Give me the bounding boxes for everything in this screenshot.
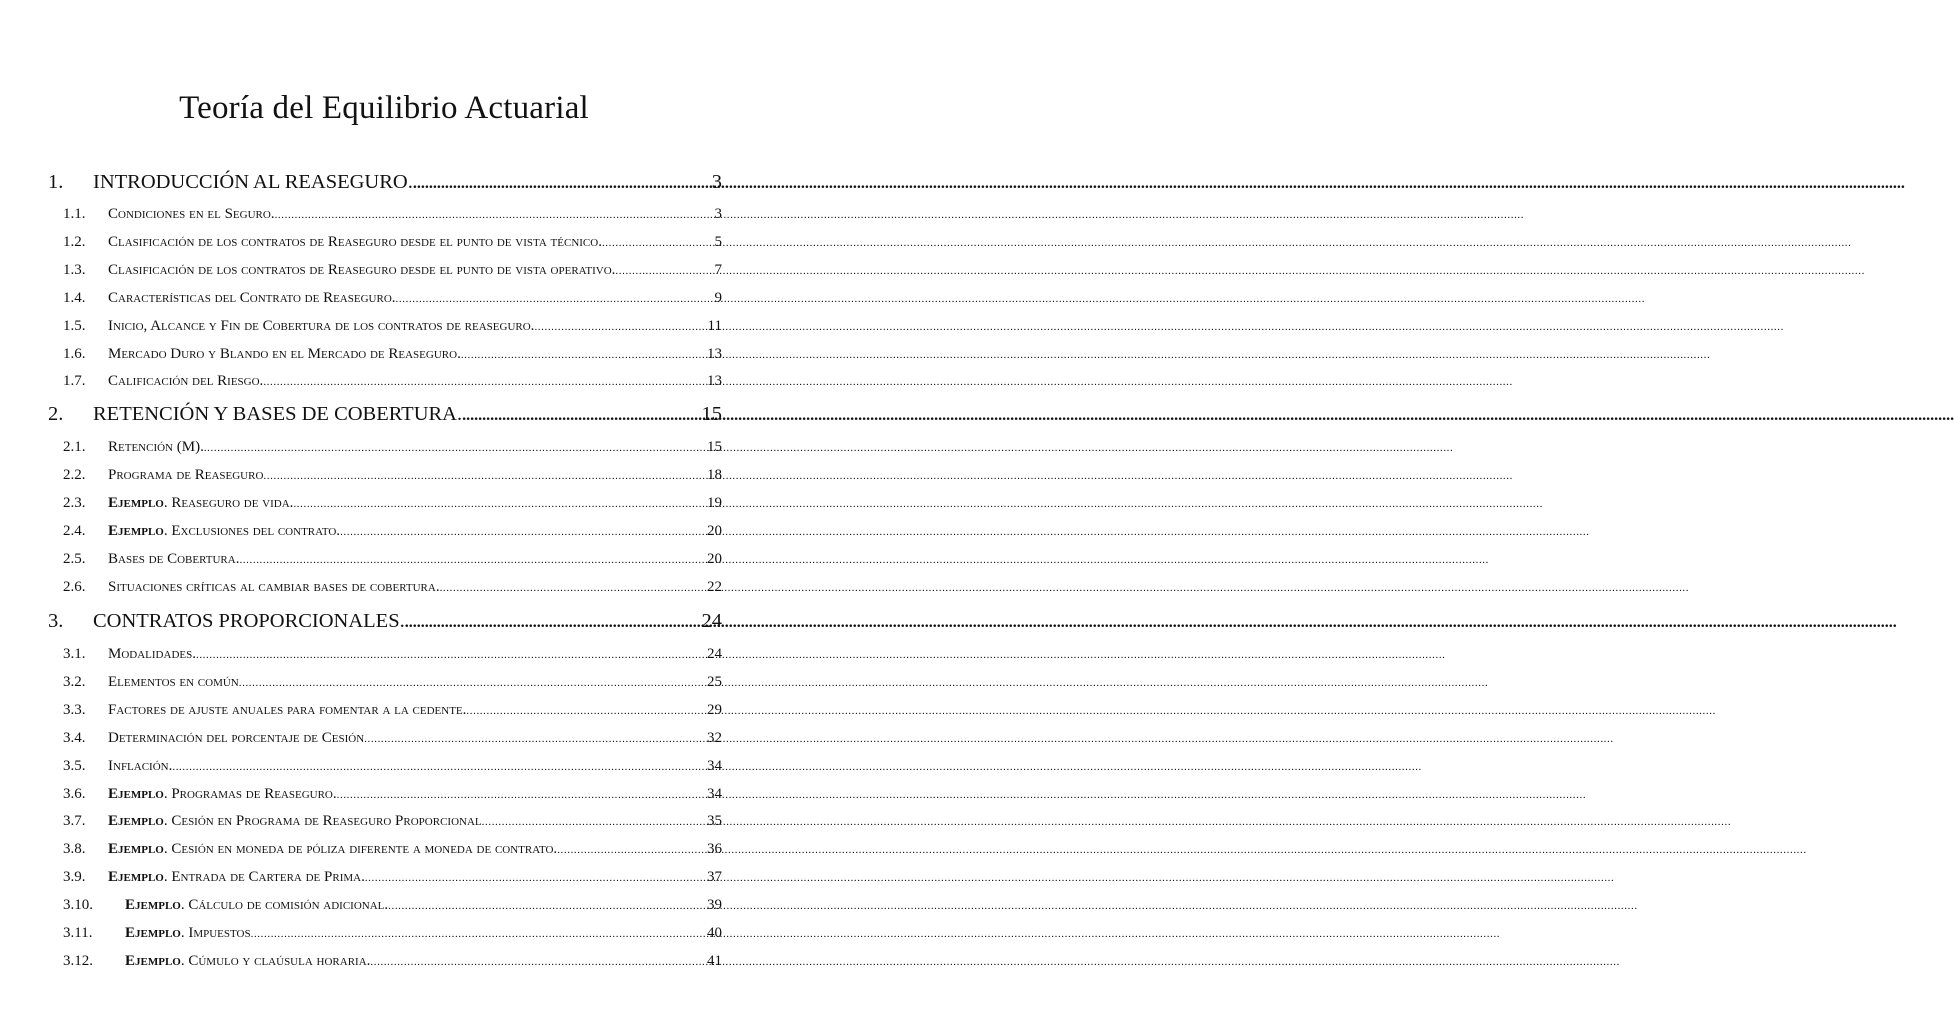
dot-leader <box>396 288 713 309</box>
toc-section-entry[interactable] <box>63 700 722 721</box>
section-number: 3.6. <box>63 785 86 802</box>
section-title <box>125 895 388 915</box>
dot-leader <box>263 371 705 392</box>
toc-section-entry[interactable] <box>63 672 722 693</box>
section-number: 3.2. <box>63 673 86 690</box>
dot-leader <box>466 700 705 721</box>
chapter-title: INTRODUCCIÓN AL REASEGURO. <box>93 171 413 193</box>
toc-section-entry[interactable] <box>63 437 722 458</box>
dot-leader <box>440 577 705 598</box>
page-number: 32 <box>707 729 722 746</box>
section-title-text: . Exclusiones del contrato. <box>163 522 341 539</box>
section-title-text: Situaciones críticas al cambiar bases de cobertura. <box>108 578 440 595</box>
section-title-text: . Cúmulo y claúsula horaria. <box>180 952 371 969</box>
example-label: Ejemplo <box>108 869 164 886</box>
section-title <box>108 672 239 692</box>
toc-section-entry[interactable] <box>63 644 722 665</box>
dot-leader <box>340 521 705 542</box>
section-title-text: . Cesión en Programa de Reaseguro Proporcional <box>163 813 482 830</box>
section-title <box>108 493 293 513</box>
page-number: 24 <box>707 646 722 662</box>
page-number: 18 <box>707 466 722 483</box>
toc-section-entry[interactable] <box>63 784 722 805</box>
page-number: 41 <box>707 952 722 969</box>
page-number: 36 <box>707 841 722 858</box>
section-number: 3.11. <box>63 925 93 941</box>
section-number: 2.5. <box>63 550 86 567</box>
section-title <box>108 549 239 569</box>
dot-leader <box>388 895 705 916</box>
section-title <box>108 465 263 485</box>
section-title <box>108 577 440 597</box>
toc-chapter-entry[interactable] <box>48 607 722 637</box>
example-label: Ejemplo <box>108 494 164 511</box>
section-title-text: Bases de Cobertura. <box>108 550 240 567</box>
section-title <box>108 867 365 887</box>
page-number: 19 <box>707 494 722 511</box>
section-title <box>108 644 196 664</box>
toc-section-entry[interactable] <box>63 895 722 916</box>
page-number: 20 <box>707 550 722 567</box>
section-number: 1.6. <box>63 345 86 362</box>
page-number: 3 <box>714 206 722 222</box>
table-of-contents <box>0 0 768 1024</box>
dot-leader <box>557 839 705 860</box>
section-number: 3.9. <box>63 869 86 886</box>
example-label: Ejemplo <box>108 813 164 830</box>
page-number: 3 <box>711 171 722 193</box>
section-title <box>125 923 251 943</box>
page-number: 40 <box>707 925 722 941</box>
document-title: Teoría del Equilibrio Actuarial <box>179 90 589 126</box>
section-number: 3.3. <box>63 701 86 718</box>
section-title-text: . Reaseguro de vida. <box>163 494 294 511</box>
section-title-text: Inflación. <box>108 757 173 774</box>
section-title <box>108 288 396 308</box>
section-number: 1.2. <box>63 233 86 250</box>
toc-section-entry[interactable] <box>63 756 722 777</box>
section-number: 1.7. <box>63 373 86 390</box>
section-number: 3.4. <box>63 729 86 746</box>
dot-leader <box>602 232 713 253</box>
section-title <box>108 371 263 391</box>
section-number: 2.4. <box>63 522 86 539</box>
dot-leader <box>615 260 712 281</box>
toc-section-entry[interactable] <box>63 839 722 860</box>
section-title <box>108 839 557 859</box>
dot-leader <box>239 672 705 693</box>
toc-section-entry[interactable] <box>63 204 722 225</box>
section-title-text: Inicio, Alcance y Fin de Cobertura de los contratos de reaseguro. <box>108 317 535 334</box>
dot-leader <box>239 549 705 570</box>
toc-section-entry[interactable] <box>63 728 722 749</box>
page-number: 13 <box>707 373 722 390</box>
section-title <box>108 728 364 748</box>
page-number: 15 <box>701 403 722 425</box>
example-label: Ejemplo <box>108 522 164 539</box>
section-title <box>108 784 337 804</box>
section-number: 3.12. <box>63 952 93 969</box>
dot-leader <box>413 168 710 198</box>
dot-leader <box>196 644 705 665</box>
toc-section-entry[interactable] <box>63 521 722 542</box>
page-number: 25 <box>707 673 722 690</box>
section-title <box>108 204 275 224</box>
page-number: 5 <box>714 233 722 250</box>
section-number: 2.3. <box>63 494 86 511</box>
toc-section-entry[interactable] <box>63 811 722 832</box>
section-number: 3.5. <box>63 757 86 774</box>
section-title <box>108 756 172 776</box>
toc-section-entry[interactable] <box>63 493 722 514</box>
section-title <box>108 344 461 364</box>
section-number: 3.8. <box>63 841 86 858</box>
section-title-text: Modalidades. <box>108 646 196 662</box>
chapter-title: RETENCIÓN Y BASES DE COBERTURA. <box>93 403 463 425</box>
dot-leader <box>482 811 705 832</box>
page-number: 37 <box>707 869 722 886</box>
section-title-text: . Impuestos <box>180 925 251 941</box>
dot-leader <box>293 493 705 514</box>
section-title <box>108 437 204 457</box>
dot-leader <box>172 756 705 777</box>
section-title-text: Elementos en común <box>108 673 239 690</box>
section-number: 2.2. <box>63 466 86 483</box>
page-number: 22 <box>707 578 722 595</box>
toc-section-entry[interactable] <box>63 465 722 486</box>
toc-section-entry[interactable] <box>63 344 722 365</box>
page-number: 7 <box>714 261 722 278</box>
section-title-text: Calificación del Riesgo. <box>108 373 264 390</box>
toc-section-entry[interactable] <box>63 232 722 253</box>
dot-leader <box>263 465 705 486</box>
page-number: 24 <box>701 610 722 632</box>
section-title <box>108 700 466 720</box>
section-title <box>108 232 602 252</box>
page-number: 11 <box>707 317 722 334</box>
toc-section-entry[interactable] <box>63 923 722 944</box>
section-title-text: . Cálculo de comisión adicional. <box>180 897 389 914</box>
section-number: 1.1. <box>63 206 86 222</box>
section-title <box>108 811 482 831</box>
example-label: Ejemplo <box>108 841 164 858</box>
toc-section-entry[interactable] <box>63 951 722 972</box>
example-label: Ejemplo <box>125 952 181 969</box>
section-title <box>108 521 340 541</box>
example-label: Ejemplo <box>125 925 181 941</box>
page-number: 39 <box>707 897 722 914</box>
section-title <box>108 260 615 280</box>
toc-chapter-entry[interactable] <box>48 168 722 198</box>
section-title <box>125 951 370 971</box>
chapter-title: CONTRATOS PROPORCIONALES. <box>93 610 405 632</box>
dot-leader <box>275 204 713 225</box>
section-title-text: Programa de Reaseguro <box>108 466 264 483</box>
section-title <box>108 316 534 336</box>
page-number: 9 <box>714 289 722 306</box>
section-title-text: Retención (M). <box>108 439 204 455</box>
page-number: 35 <box>707 813 722 830</box>
dot-leader <box>251 923 705 944</box>
section-number: 3.1. <box>63 646 86 662</box>
toc-chapter-entry[interactable] <box>48 400 722 430</box>
page-number: 20 <box>707 522 722 539</box>
dot-leader <box>461 344 705 365</box>
page-number: 13 <box>707 345 722 362</box>
dot-leader <box>364 728 705 749</box>
toc-section-entry[interactable] <box>63 577 722 598</box>
chapter-number: 3. <box>48 610 64 632</box>
section-title-text: . Entrada de Cartera de Prima. <box>163 869 365 886</box>
section-title-text: Clasificación de los contratos de Reaseguro desde el punto de vista técnico. <box>108 233 602 250</box>
section-title-text: Determinación del porcentaje de Cesión <box>108 729 365 746</box>
section-number: 2.6. <box>63 578 86 595</box>
chapter-number: 1. <box>48 171 64 193</box>
dot-leader <box>534 316 705 337</box>
section-number: 1.4. <box>63 289 86 306</box>
chapter-number: 2. <box>48 403 64 425</box>
section-title-text: Condiciones en el Seguro. <box>108 206 275 222</box>
toc-section-entry[interactable] <box>63 288 722 309</box>
example-label: Ejemplo <box>125 897 181 914</box>
section-title-text: Mercado Duro y Blando en el Mercado de Reaseguro. <box>108 345 461 362</box>
section-number: 1.3. <box>63 261 86 278</box>
section-number: 3.7. <box>63 813 86 830</box>
section-title-text: Características del Contrato de Reaseguro. <box>108 289 396 306</box>
page-number: 34 <box>707 785 722 802</box>
section-title-text: . Programas de Reaseguro. <box>163 785 337 802</box>
toc-section-entry[interactable] <box>63 867 722 888</box>
dot-leader <box>405 607 700 637</box>
toc-section-entry[interactable] <box>63 316 722 337</box>
section-number: 3.10. <box>63 897 93 914</box>
section-number: 2.1. <box>63 439 86 455</box>
dot-leader <box>204 437 705 458</box>
dot-leader <box>370 951 705 972</box>
section-number: 1.5. <box>63 317 86 334</box>
example-label: Ejemplo <box>108 785 164 802</box>
section-title-text: Clasificación de los contratos de Reaseguro desde el punto de vista operativo. <box>108 261 616 278</box>
dot-leader <box>365 867 705 888</box>
section-title-text: . Cesión en moneda de póliza diferente a moneda de contrato. <box>163 841 558 858</box>
page-number: 34 <box>707 757 722 774</box>
page-number: 15 <box>707 439 722 455</box>
page-number: 29 <box>707 701 722 718</box>
toc-section-entry[interactable] <box>63 260 722 281</box>
dot-leader <box>337 784 705 805</box>
dot-leader <box>462 400 699 430</box>
toc-section-entry[interactable] <box>63 549 722 570</box>
section-title-text: Factores de ajuste anuales para fomentar a la cedente. <box>108 701 467 718</box>
toc-section-entry[interactable] <box>63 371 722 392</box>
